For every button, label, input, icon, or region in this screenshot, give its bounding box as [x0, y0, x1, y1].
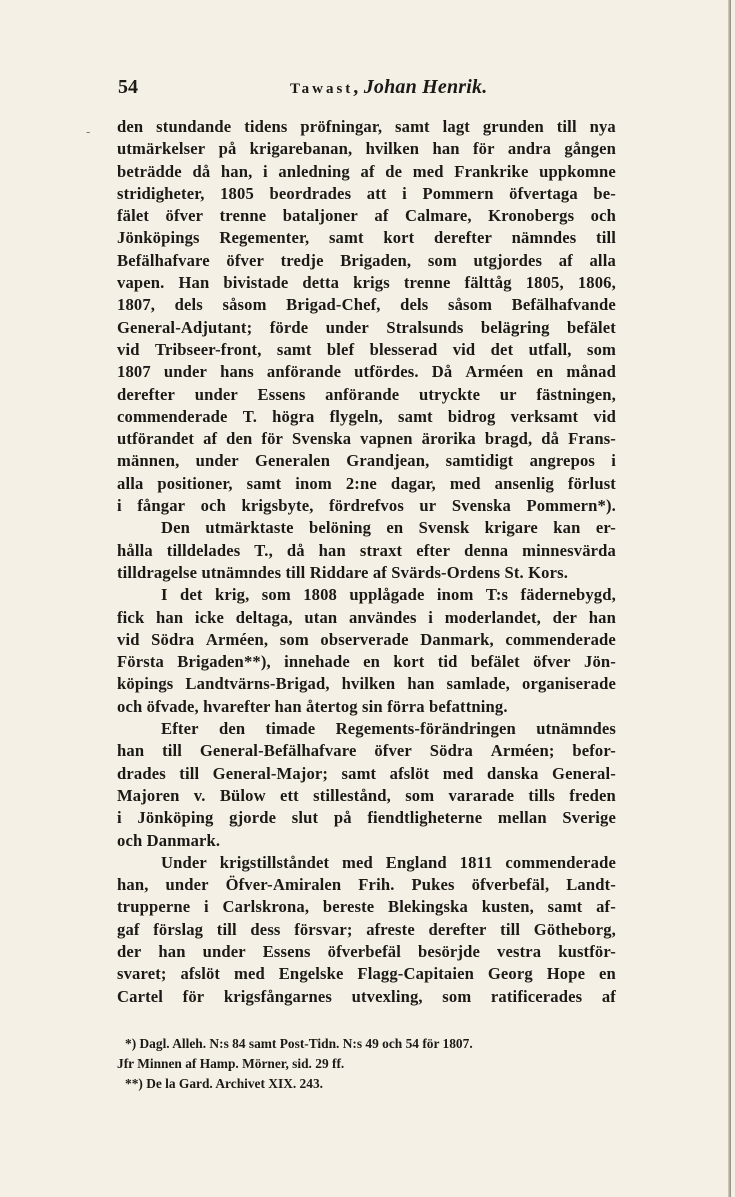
footnote-1: *) Dagl. Alleh. N:s 84 samt Post-Tidn. N:s 49 och 54 för 1807.	[125, 1036, 473, 1051]
text-line: Under krigstillståndet med England 1811 commenderade	[161, 852, 616, 872]
text-line: Befälhafvare öfver tredje Brigaden, som utgjordes af alla	[117, 250, 616, 270]
page-number: 54	[118, 76, 138, 98]
text-line: fälet öfver trenne bataljoner af Calmare, Kronobergs och	[117, 206, 616, 226]
given-names: Johan Henrik.	[363, 76, 488, 98]
footnotes	[117, 1034, 616, 1094]
text-line: 1807 under hans anförande utfördes. Då Arméen en månad	[117, 362, 616, 382]
text-line: och Danmark.	[117, 830, 221, 850]
text-line: Jönköpings Regementer, samt kort derefter nämndes till	[117, 228, 616, 248]
text-line: i Jönköping gjorde slut på fiendtligheterne mellan Sverige	[117, 808, 616, 828]
text-line: hålla tilldelades T., då han straxt efter denna minnesvärda	[117, 540, 616, 560]
text-line: General-Adjutant; förde under Stralsunds belägring befälet	[117, 317, 616, 337]
text-line: drades till General-Major; samt afslöt med danska General-	[117, 763, 616, 783]
text-line: vid Södra Arméen, som observerade Danmark, commenderade	[117, 629, 616, 649]
text-line: vapen. Han bivistade detta krigs trenne fälttåg 1805, 1806,	[117, 273, 616, 293]
text-line: derefter under Essens anförande utryckte ur fästningen,	[117, 384, 616, 404]
text-line: och öfvade, hvarefter han återtog sin förra befattning.	[117, 696, 508, 716]
text-line: köpings Landtvärns-Brigad, hvilken han samlade, organiserade	[117, 674, 616, 694]
text-line: trupperne i Carlskrona, bereste Blekingska kusten, samt af-	[117, 897, 616, 917]
text-line: I det krig, som 1808 upplågade inom T:s fädernebygd,	[161, 585, 616, 605]
footnote-2: **) De la Gard. Archivet XIX. 243.	[125, 1076, 323, 1091]
text-line: han till General-Befälhafvare öfver Södra Arméen; befor-	[117, 741, 616, 761]
text-line: tilldragelse utnämndes till Riddare af Svärds-Ordens St. Kors.	[117, 562, 569, 582]
text-line: der han under Essens öfverbefäl besörjde vestra kustför-	[117, 941, 616, 961]
text-line: Cartel för krigsfångarnes utvexling, som ratificerades af	[117, 986, 616, 1006]
text-line: vid Tribseer-front, samt blef blesserad vid det utfall, som	[117, 339, 616, 359]
footnote-1-cont: Jfr Minnen af Hamp. Mörner, sid. 29 ff.	[117, 1056, 345, 1071]
text-line: 1807, dels såsom Brigad-Chef, dels såsom Befälhafvande	[117, 295, 616, 315]
text-line: fick han icke deltaga, utan användes i moderlandet, der han	[117, 607, 616, 627]
text-line: Den utmärktaste belöning en Svensk krigare kan er-	[161, 518, 616, 538]
text-line: den stundande tidens pröfningar, samt lagt grunden till nya	[117, 117, 616, 136]
text-line: utförandet af den för Svenska vapnen ärorika bragd, då Frans-	[117, 429, 616, 449]
text-line: Efter den timade Regements-förändringen utnämndes	[161, 719, 616, 739]
text-line: männen, under Generalen Grandjean, samtidigt angrepos i	[117, 451, 616, 471]
text-line: Majoren v. Bülow ett stillestånd, som vararade tills freden	[117, 785, 616, 805]
margin-dash: -	[86, 125, 91, 139]
text-line: i fångar och krigsbyte, fördrefvos ur Svenska Pommern*).	[117, 496, 616, 516]
surname: Tawast	[290, 81, 354, 97]
text-line: utmärkelser på krigarebanan, hvilken han för andra gången	[117, 139, 616, 159]
body-text	[117, 116, 616, 1008]
text-line: Första Brigaden**), innehade en kort tid befälet öfver Jön-	[117, 652, 616, 672]
text-line: han, under Öfver-Amiralen Frih. Pukes öfverbefäl, Landt-	[117, 875, 616, 895]
page-edge	[728, 0, 731, 1197]
text-line: beträdde då han, i anledning af de med Frankrike uppkomne	[117, 161, 616, 181]
text-line: svaret; afslöt med Engelske Flagg-Capitaien Georg Hope en	[117, 964, 616, 984]
running-header	[118, 76, 528, 100]
text-line: gaf förslag till dess försvar; afreste derefter till Götheborg,	[117, 919, 616, 939]
text-line: alla positioner, samt inom 2:ne dagar, med ansenlig förlust	[117, 473, 616, 493]
text-line: stridigheter, 1805 beordrades att i Pommern öfvertaga be-	[117, 183, 616, 203]
text-line: commenderade T. högra flygeln, samt bidrog verksamt vid	[117, 406, 616, 426]
running-title: Tawast, Johan Henrik.	[290, 76, 488, 98]
